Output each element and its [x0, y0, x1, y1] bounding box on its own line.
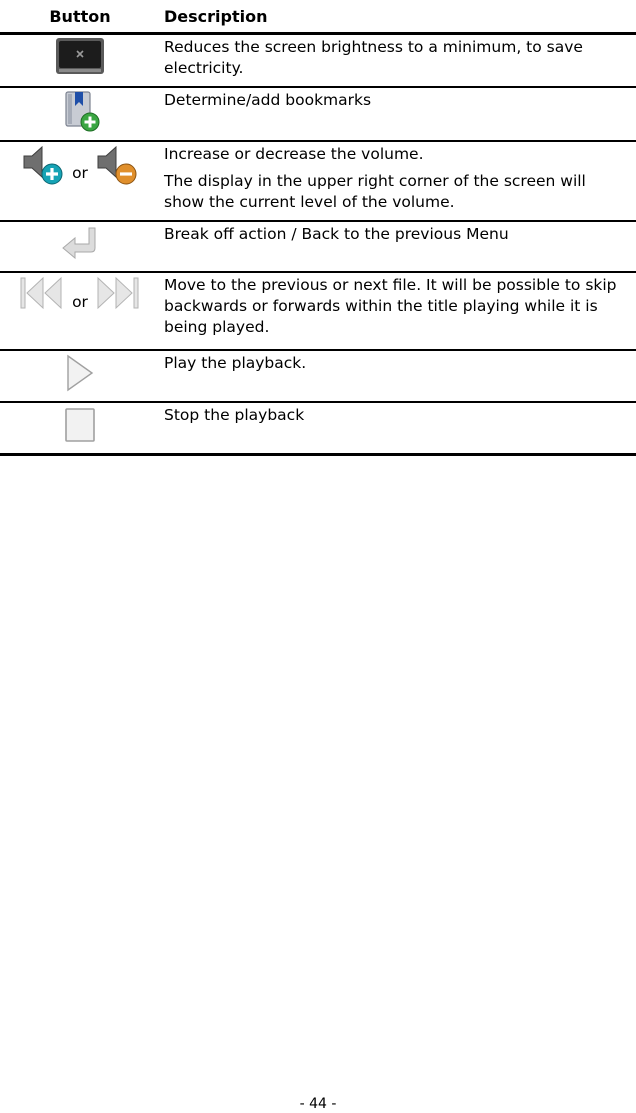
button-cell: [0, 350, 160, 402]
button-cell: [0, 87, 160, 141]
button-cell: [0, 402, 160, 455]
table-row: [0, 141, 636, 221]
button-cell: [0, 141, 160, 221]
description-cell: [160, 402, 636, 455]
description-text: Move to the previous or next file. It will be possible to skip backwards or forwards within the title playing while it is being played.: [164, 275, 617, 336]
description-cell: [160, 272, 636, 350]
header-description: Description: [160, 0, 636, 34]
previous-track-icon: [18, 275, 66, 315]
screen-off-icon: [55, 37, 105, 75]
stop-icon: [60, 405, 100, 447]
description-text: Increase or decrease the volume.: [164, 144, 424, 163]
play-icon: [60, 353, 100, 395]
description-text: Determine/add bookmarks: [164, 90, 372, 109]
description-cell: [160, 350, 636, 402]
button-cell: [0, 272, 160, 350]
description-text-secondary: The display in the upper right corner of the screen will show the current level of the volume.: [164, 171, 586, 211]
volume-icons: [20, 144, 140, 186]
description-cell: [160, 141, 636, 221]
or-separator: or: [72, 163, 88, 182]
button-cell: [0, 34, 160, 87]
track-navigation-icons: [18, 275, 142, 315]
description-text: Break off action / Back to the previous Menu: [164, 224, 509, 243]
next-track-icon: [94, 275, 142, 315]
or-separator: or: [72, 292, 88, 311]
table-row: [0, 350, 636, 402]
add-bookmark-icon: [56, 90, 104, 134]
volume-down-icon: [94, 144, 140, 186]
description-cell: [160, 87, 636, 141]
description-text: Play the playback.: [164, 353, 307, 372]
description-text: Stop the playback: [164, 405, 305, 424]
table-row: [0, 402, 636, 455]
table-row: [0, 34, 636, 87]
button-description-table-container: [0, 0, 636, 456]
header-button: Button: [0, 0, 160, 34]
table-row: [0, 221, 636, 272]
description-cell: [160, 221, 636, 272]
button-cell: [0, 221, 160, 272]
page-number: - 44 -: [299, 1096, 337, 1112]
table-row: [0, 87, 636, 141]
table-header-row: [0, 0, 636, 34]
volume-up-icon: [20, 144, 66, 186]
button-description-table: [0, 0, 636, 456]
table-row: [0, 272, 636, 350]
back-arrow-icon: [57, 224, 103, 262]
description-text: Reduces the screen brightness to a minimum, to save electricity.: [164, 38, 583, 77]
description-cell: [160, 34, 636, 87]
